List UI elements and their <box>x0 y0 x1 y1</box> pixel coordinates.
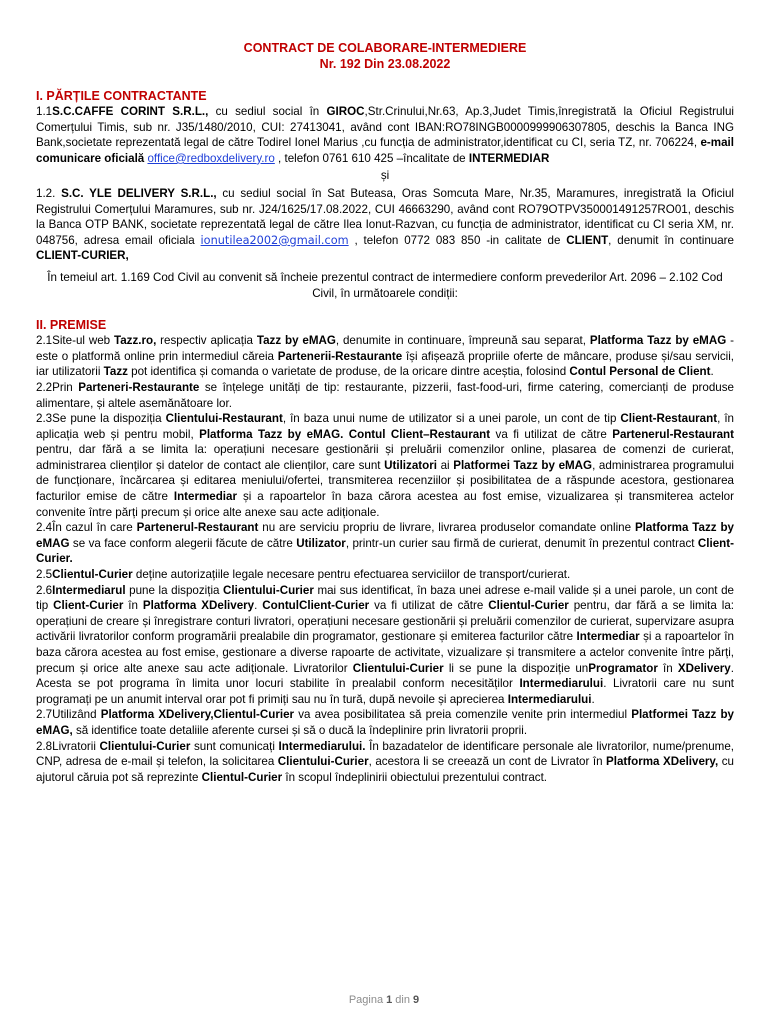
paragraph-2-3 <box>36 411 734 520</box>
text: deține autorizațiile legale necesare pentru efectuarea serviciilor de transport/curierat. <box>132 568 571 582</box>
party-role: CLIENT-CURIER, <box>36 249 129 263</box>
text: 2.8Livratorii <box>36 739 100 753</box>
term: Partenerul-Restaurant <box>612 427 734 441</box>
email-link[interactable]: office@redboxdelivery.ro <box>147 151 275 165</box>
section-heading-parties: I. PĂRȚILE CONTRACTANTE <box>36 89 207 103</box>
page-label: Pagina <box>348 994 387 1006</box>
term: Platforma XDelivery <box>142 599 255 613</box>
term: Platformei Tazz by eMAG <box>453 458 593 472</box>
text: 2.1Site-ul web <box>36 334 114 348</box>
text: . <box>254 599 263 613</box>
paragraph-2-7 <box>36 707 734 738</box>
term: ContulClient-Curier <box>262 599 370 613</box>
conjunction: și <box>380 169 390 183</box>
text: mai sus identificat, în baza unei adrese e-mail valide și a unei parole, un cont de tip <box>36 583 734 613</box>
text: , în baza unui nume de utilizator si a unei parole, un cont de tip <box>282 412 621 426</box>
paragraph-1-2 <box>36 186 734 264</box>
page-total: 9 <box>413 994 420 1006</box>
party-role: CLIENT <box>566 233 609 247</box>
text: cu sediul social în <box>208 105 327 118</box>
term: Programator <box>588 661 658 675</box>
term: Intermediar <box>173 490 237 504</box>
term: Utilizatori <box>384 458 437 472</box>
text: , telefon 0772 083 850 -in calitate de <box>348 233 567 247</box>
term: Partenerii-Restaurante <box>277 349 403 363</box>
text: 2.3Se pune la dispoziția <box>36 412 166 426</box>
text: - este o platformă online prin intermediul căreia <box>36 334 734 363</box>
text: să identifice toate detaliile aferente cursei și să o ducă la îndeplinire prin livratorii proprii. <box>72 723 528 737</box>
term: Tazz by eMAG <box>256 334 336 348</box>
text: li se pune la dispoziție un <box>443 661 589 675</box>
term: Utilizator <box>296 536 346 550</box>
text: . <box>710 365 714 379</box>
text: 2.2Prin <box>36 380 79 394</box>
text: cu sediul social în Sat Buteasa, Oras Somcuta Mare, Nr.35, Maramures, inregistrată la Oficiul Registrului Comerțului Maramures, sub nr. J24/1625/17.08.2022, CUI 46663290, având cont RO79OTPV350001491257RO01, deschis la Banca OTP BANK, societate reprezentată legal de către Ilea Ionut-Razvan, cu funcția de administrator, identificat cu CI seria XM, nr. 048756, adresa email oficiala <box>36 186 735 247</box>
page-separator: din <box>392 994 414 1006</box>
term: Contul Personal de Client <box>569 365 711 379</box>
term: Intermediarului <box>507 692 592 706</box>
paragraph-2-6 <box>36 583 734 708</box>
term: Platforma Tazz by eMAG. Contul Client–Restaurant <box>199 427 491 441</box>
term: Platformei Tazz by eMAG, <box>36 708 734 737</box>
paragraph-2-4 <box>36 520 734 567</box>
text: va avea posibilitatea să preia comenzile venite prin intermediul <box>294 708 632 722</box>
legal-basis: În temeiul art. 1.169 Cod Civil au convenit să încheie prezentul contract de intermediere conform prevederilor Art. 2096 – 2.102 Cod Civil, în următoarele condiții: <box>47 270 723 300</box>
city: GIROC <box>326 105 365 118</box>
paragraph-2-8 <box>36 739 734 786</box>
text: 2.7Utilizând <box>36 708 101 722</box>
contract-number: Nr. 192 Din 23.08.2022 <box>319 57 451 71</box>
term: Intermediar <box>576 630 640 644</box>
clause-number: 1.1 <box>36 105 53 118</box>
text: , telefon 0761 610 425 –încalitate de <box>274 151 469 165</box>
term: Intermediarul <box>52 583 126 597</box>
text: pune la dispoziția <box>125 583 224 597</box>
page-number: 1 <box>386 994 393 1006</box>
contract-title: CONTRACT DE COLABORARE-INTERMEDIERE <box>243 41 527 55</box>
term: Clientului-Curier <box>277 755 369 769</box>
text: se va face conform alegerii făcute de către <box>69 536 297 550</box>
section-heading-premise: II. PREMISE <box>36 318 107 333</box>
term: Client-Restaurant <box>620 412 718 426</box>
term: Tazz.ro, <box>114 334 157 348</box>
term: Intermediarului. <box>278 739 366 753</box>
page-footer <box>0 994 768 1006</box>
text: , printr-un curier sau firmă de curierat, denumit în prezentul contract <box>345 536 698 550</box>
text: își afișează propriile oferte de mâncare, produse și/sau servicii, iar utilizatorii <box>36 349 734 379</box>
text: cu ajutorul căruia pot să reprezinte <box>36 755 734 784</box>
text: 2.4În cazul în care <box>36 521 137 535</box>
party-role: INTERMEDIAR <box>468 151 550 165</box>
clause-number: 1.2. <box>36 186 62 200</box>
term: Clientului-Curier <box>352 661 444 675</box>
term: Partenerul-Restaurant <box>136 521 259 535</box>
term: Intermediarului <box>519 677 604 691</box>
text: pentru, dar fără a se limita la: operațiuni de creare și înregistrare conturi livratori, operațiuni necesare gestionării și preluării comenzilor de curierat, supervizare asupra activării livratorilor conform programării prealabile din programator, gestionare și emiterea facturilor către <box>36 599 735 644</box>
term: Platforma Tazz by eMAG <box>36 521 734 550</box>
text: În bazadatelor de identificare personale ale livratorilor, nume/prenume, CNP, adresa de e-mail și telefon, la solicitarea <box>36 739 735 769</box>
text: . Acesta se pot programa în limita unor locuri stabilite în prealabil conform necesităților <box>36 661 734 691</box>
email-link[interactable]: ionutilea2002@gmail.com <box>200 233 349 247</box>
text: va fi utilizat de către <box>490 427 613 441</box>
term: Clientul-Curier <box>201 770 283 784</box>
text: în <box>657 661 678 675</box>
term: Clientului-Curier <box>223 583 314 597</box>
text: , în aplicația web și pentru mobil, <box>36 412 734 441</box>
term: Parteneri-Restaurante <box>78 380 200 394</box>
term: Tazz <box>103 365 128 379</box>
text: în scopul îndeplinirii obiectului prezentului contract. <box>282 770 548 784</box>
text: , denumite in continuare, împreună sau separat, <box>335 334 590 348</box>
text: 2.5 <box>36 568 53 582</box>
term: Clientului-Restaurant <box>165 412 283 426</box>
text: sunt comunicați <box>190 739 279 753</box>
paragraph-2-1 <box>36 333 734 380</box>
term: XDelivery <box>677 661 731 675</box>
text: nu are serviciu propriu de livrare, livrarea produselor comandate online <box>258 521 635 535</box>
text: pot identifica și comanda o varietate de produse, de la oricare dintre aceștia, folosind <box>127 365 570 379</box>
text: , denumit în continuare <box>608 233 734 247</box>
term: Client-Curier. <box>36 536 734 566</box>
text: în <box>123 599 143 613</box>
text: . <box>591 692 595 706</box>
text: . Livratorii care nu sunt programați pe un anumit interval orar pot fi primiți sau nu în tură, după nevoile și aprecierea <box>36 677 735 706</box>
term: Platforma XDelivery,Clientul-Curier <box>100 708 295 722</box>
text: va fi utilizat de către <box>369 599 489 613</box>
text: și a rapoartelor în baza cărora acestea au fost emise, gestionare a diverse rapoarte de activitate, vizualizare și transmitere a actelor convenite între părți, precum și orice alte anexe sau acte adiționale. Livratorilor <box>36 630 734 675</box>
email-label: e-mail comunicare oficială <box>36 136 734 165</box>
text: pentru, dar fără a se limita la: operațiuni necesare gestionării și preluării comenzilor online, plasarea de comenzi de curierat, administrarea clienților și datelor de contact ale clienților, care sunt <box>36 443 734 472</box>
text: respectiv aplicația <box>156 334 257 348</box>
text: , administrarea programului de funcționare, încărcarea și editarea meniului/ofertei, transmiterea recenziilor și posibilitatea de a răspunde acestora, gestionarea facturilor emise de către <box>36 458 734 504</box>
text: ,Str.Crinului,Nr.63, Ap.3,Judet Timis,înregistrată la Oficiul Registrului Comerțului Timis, sub nr. J35/1480/2010, CUI: 27413041, având cont IBAN:RO78INGB0000999906307805, deschis la Banca ING Bank,societate reprezentată legal de către Todirel Ionel Marius ,cu funcția de administrator,identificat cu CI, seria TZ, nr. 706224, <box>36 105 734 150</box>
party-name: S.C.CAFFE CORINT S.R.L., <box>52 105 209 118</box>
document-page <box>36 40 734 980</box>
term: Clientul-Curier <box>488 599 569 613</box>
paragraph-2-2 <box>36 380 734 411</box>
term: Platforma Tazz by eMAG <box>589 334 727 348</box>
party-name: S.C. YLE DELIVERY S.R.L., <box>61 186 217 200</box>
term: Clientul-Curier <box>52 568 133 582</box>
paragraph-2-5 <box>36 567 734 583</box>
text: 2.6 <box>36 583 53 597</box>
paragraph-1-1 <box>36 104 734 166</box>
term: Platforma XDelivery, <box>606 755 719 769</box>
text: se înțelege unități de tip: restaurante, pizzerii, fast-food-uri, firme catering, comercianți de produse alimentare, și altele asemănătoare lor. <box>36 380 734 410</box>
term: Client-Curier <box>53 599 124 613</box>
text: ai <box>436 458 454 472</box>
text: și a rapoartelor în baza cărora acestea au fost emise, vizualizarea și transmiterea actelor convenite între părți precum și orice alte anexe sau acte adiționale. <box>36 490 734 519</box>
text: , acestora li se creează un cont de Livrator în <box>368 755 607 769</box>
term: Clientului-Curier <box>99 739 191 753</box>
